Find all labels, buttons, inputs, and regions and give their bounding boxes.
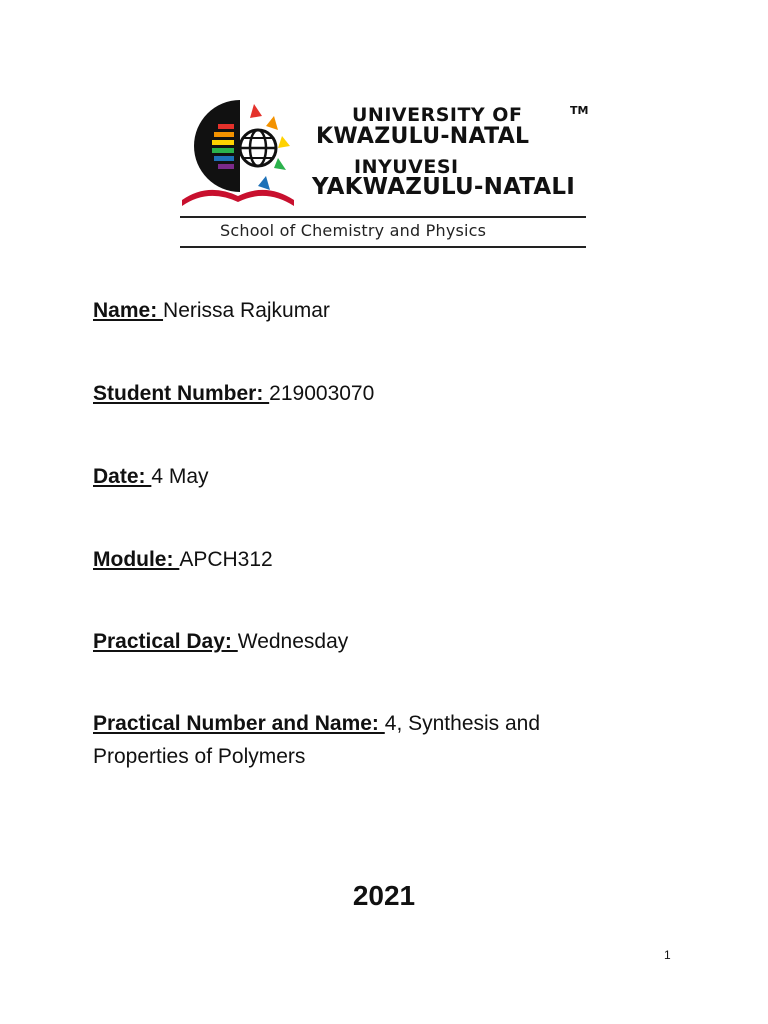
page-number: 1: [664, 948, 671, 962]
logo-line-university-of: UNIVERSITY OF: [352, 104, 523, 126]
logo-line-yakwazulu-natali: YAKWAZULU-NATALI: [312, 174, 576, 200]
field-practical-number-name: [93, 707, 613, 773]
field-student-number: [93, 377, 613, 410]
logo-line-inyuvesi: INYUVESI: [354, 156, 459, 178]
field-student-number-label: Student Number:: [93, 382, 270, 405]
field-date-value: 4 May: [151, 465, 209, 488]
ukzn-emblem-icon: [178, 96, 298, 212]
field-module-value: APCH312: [179, 548, 273, 571]
logo-divider-top: [180, 216, 586, 218]
field-practical-number-name-label: Practical Number and Name:: [93, 712, 385, 735]
university-logo: [178, 96, 588, 252]
field-name: [93, 294, 613, 327]
trademark-mark: TM: [570, 104, 589, 117]
logo-divider-bottom: [180, 246, 586, 248]
field-module: [93, 543, 613, 576]
logo-line-kwazulu-natal: KWAZULU-NATAL: [316, 124, 530, 149]
field-student-number-value: 219003070: [269, 382, 375, 405]
field-practical-day: [93, 625, 613, 658]
field-date-label: Date:: [93, 465, 152, 488]
document-year: 2021: [352, 880, 416, 911]
field-name-label: Name:: [93, 299, 164, 322]
field-module-label: Module:: [93, 548, 180, 571]
school-name: School of Chemistry and Physics: [220, 221, 487, 240]
field-date: [93, 460, 613, 493]
field-practical-day-label: Practical Day:: [93, 630, 238, 653]
field-name-value: Nerissa Rajkumar: [163, 299, 330, 322]
field-practical-day-value: Wednesday: [237, 630, 349, 653]
field-practical-number-name-value: 4, Synthesis and Properties of Polymers: [93, 712, 541, 768]
